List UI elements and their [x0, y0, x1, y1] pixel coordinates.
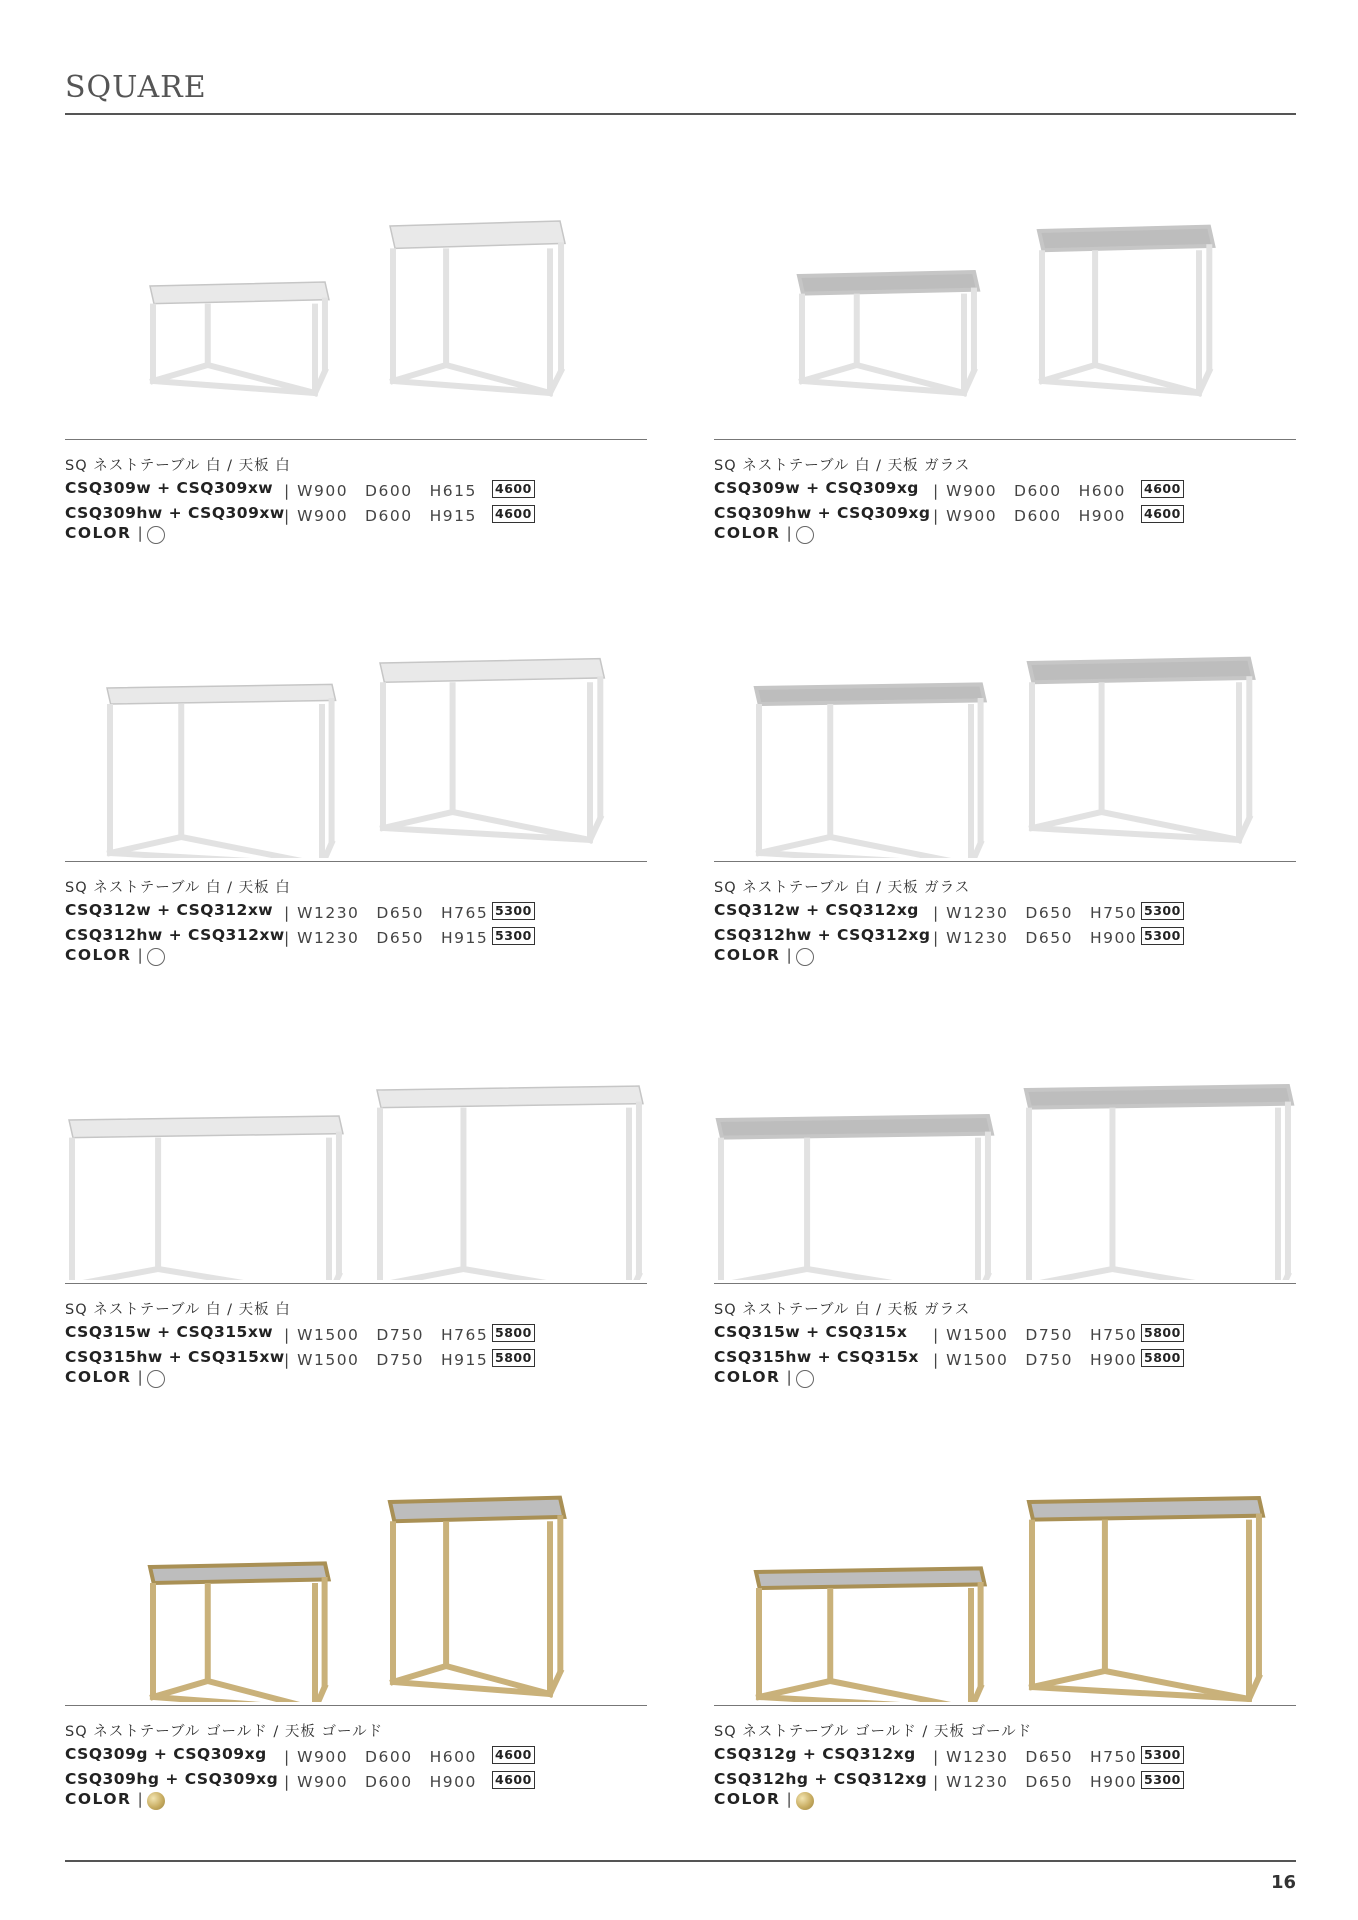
model-number: CSQ309hw + CSQ309xw: [65, 504, 285, 522]
color-separator: |: [137, 1790, 145, 1808]
table-top: [756, 684, 985, 704]
product-photo: [714, 1382, 1296, 1702]
model-number: CSQ312w + CSQ312xg: [714, 901, 919, 919]
price-badge: 4600: [1141, 480, 1184, 498]
table-small-illustration: [150, 282, 329, 393]
product-caption: SQ ネストテーブル ゴールド / 天板 ゴールド: [714, 1724, 1033, 1740]
table-small-illustration: [69, 1116, 343, 1280]
table-small-illustration: [150, 1563, 329, 1702]
table-top: [799, 272, 978, 294]
model-number: CSQ309hg + CSQ309xg: [65, 1770, 279, 1788]
table-base-bar: [153, 1681, 208, 1697]
product-card: [714, 116, 1296, 542]
price-badge: 5800: [492, 1324, 535, 1342]
color-separator: |: [137, 946, 145, 964]
color-label: COLOR: [714, 1790, 781, 1808]
product-photo: [65, 538, 647, 858]
table-base-bar: [1032, 1671, 1105, 1687]
card-divider: [65, 439, 647, 440]
table-base-bar: [463, 1269, 629, 1280]
dimensions: | W1230 D650 H765: [284, 904, 489, 922]
table-base-bar: [181, 837, 322, 858]
price-badge: 5300: [492, 902, 535, 920]
table-base-bar: [1042, 365, 1095, 381]
price-badge: 5300: [1141, 1771, 1184, 1789]
table-base-bar: [759, 1681, 830, 1697]
table-tall-illustration: [377, 1086, 643, 1280]
dimensions: | W900 D600 H600: [933, 482, 1126, 500]
price-badge: 5300: [492, 927, 535, 945]
table-tall-illustration: [1029, 1498, 1263, 1699]
table-top: [1029, 659, 1253, 683]
product-photo: [714, 116, 1296, 436]
table-base-bar: [153, 365, 208, 381]
price-badge: 4600: [1141, 505, 1184, 523]
table-base-bar: [393, 1666, 446, 1682]
table-base-bar: [72, 1269, 158, 1280]
table-top: [377, 1086, 643, 1108]
color-row: [65, 1790, 148, 1808]
table-top: [380, 659, 604, 683]
table-base-bar: [759, 837, 830, 853]
dimensions: | W900 D600 H615: [284, 482, 477, 500]
card-divider: [65, 1705, 647, 1706]
table-base-bar: [383, 812, 453, 828]
product-card: [65, 960, 647, 1386]
product-card: [714, 1382, 1296, 1808]
dimensions: | W900 D600 H600: [284, 1748, 477, 1766]
card-divider: [714, 861, 1296, 862]
dimensions: | W1500 D750 H765: [284, 1326, 489, 1344]
table-base-bar: [830, 1681, 971, 1702]
table-top: [756, 1568, 985, 1588]
card-divider: [714, 439, 1296, 440]
table-top: [390, 221, 565, 248]
product-caption: SQ ネストテーブル 白 / 天板 白: [65, 458, 291, 474]
page-title: SQUARE: [65, 70, 207, 105]
color-label: COLOR: [714, 946, 781, 964]
product-caption: SQ ネストテーブル 白 / 天板 ガラス: [714, 458, 971, 474]
table-base-bar: [807, 1269, 978, 1280]
page-number: 16: [1270, 1872, 1296, 1893]
price-badge: 4600: [492, 480, 535, 498]
table-top: [1029, 1498, 1263, 1520]
product-card: [714, 960, 1296, 1386]
dimensions: | W1500 D750 H900: [933, 1351, 1138, 1369]
model-number: CSQ312w + CSQ312xw: [65, 901, 274, 919]
dimensions: | W900 D600 H900: [284, 1773, 477, 1791]
price-badge: 5300: [1141, 902, 1184, 920]
dimensions: | W900 D600 H915: [284, 507, 477, 525]
table-base-bar: [802, 365, 857, 381]
product-photo: [65, 1382, 647, 1702]
dimensions: | W1500 D750 H750: [933, 1326, 1138, 1344]
table-base-bar: [830, 837, 971, 858]
table-top: [150, 282, 329, 304]
table-top: [69, 1116, 343, 1138]
table-top: [150, 1563, 329, 1583]
table-base-bar: [1032, 812, 1102, 828]
color-label: COLOR: [714, 524, 781, 542]
product-caption: SQ ネストテーブル 白 / 天板 ガラス: [714, 880, 971, 896]
table-small-illustration: [718, 1116, 992, 1280]
product-card: [65, 116, 647, 542]
table-base-bar: [208, 1681, 315, 1702]
table-top: [1039, 227, 1213, 251]
dimensions: | W1230 D650 H750: [933, 1748, 1138, 1766]
card-divider: [714, 1283, 1296, 1284]
table-base-bar: [721, 1269, 807, 1280]
color-label: COLOR: [65, 1790, 132, 1808]
table-base-bar: [158, 1269, 329, 1280]
product-photo: [714, 960, 1296, 1280]
model-number: CSQ315w + CSQ315xw: [65, 1323, 274, 1341]
table-top: [718, 1116, 992, 1138]
model-number: CSQ315w + CSQ315x: [714, 1323, 908, 1341]
price-badge: 5300: [1141, 927, 1184, 945]
table-base-bar: [393, 365, 446, 381]
color-separator: |: [786, 1790, 794, 1808]
product-photo: [65, 116, 647, 436]
model-number: CSQ309g + CSQ309xg: [65, 1745, 267, 1763]
color-label: COLOR: [65, 524, 132, 542]
color-separator: |: [786, 1368, 794, 1386]
color-separator: |: [137, 524, 145, 542]
color-separator: |: [137, 1368, 145, 1386]
product-caption: SQ ネストテーブル 白 / 天板 白: [65, 1302, 291, 1318]
model-number: CSQ312g + CSQ312xg: [714, 1745, 916, 1763]
color-label: COLOR: [65, 1368, 132, 1386]
gold-swatch-icon: [147, 1792, 165, 1810]
card-divider: [65, 1283, 647, 1284]
color-row: [714, 1790, 797, 1808]
card-divider: [65, 861, 647, 862]
price-badge: 5800: [1141, 1349, 1184, 1367]
table-tall-illustration: [1029, 659, 1253, 840]
table-tall-illustration: [1026, 1086, 1292, 1280]
product-caption: SQ ネストテーブル 白 / 天板 白: [65, 880, 291, 896]
product-card: [714, 538, 1296, 964]
model-number: CSQ309w + CSQ309xw: [65, 479, 274, 497]
model-number: CSQ309hw + CSQ309xg: [714, 504, 931, 522]
table-top: [107, 684, 336, 704]
table-base-bar: [1112, 1269, 1278, 1280]
dimensions: | W1500 D750 H915: [284, 1351, 489, 1369]
table-top: [390, 1498, 564, 1522]
dimensions: | W1230 D650 H900: [933, 1773, 1138, 1791]
price-badge: 4600: [492, 1746, 535, 1764]
table-tall-illustration: [390, 1498, 564, 1694]
price-badge: 4600: [492, 1771, 535, 1789]
price-badge: 5800: [492, 1349, 535, 1367]
color-label: COLOR: [714, 1368, 781, 1386]
table-small-illustration: [107, 684, 336, 858]
product-photo: [65, 960, 647, 1280]
model-number: CSQ312hw + CSQ312xg: [714, 926, 931, 944]
table-base-bar: [110, 837, 181, 853]
footer-divider: [65, 1860, 1296, 1862]
product-card: [65, 1382, 647, 1808]
price-badge: 5800: [1141, 1324, 1184, 1342]
product-card: [65, 538, 647, 964]
product-caption: SQ ネストテーブル 白 / 天板 ガラス: [714, 1302, 971, 1318]
table-tall-illustration: [380, 659, 604, 840]
color-separator: |: [786, 946, 794, 964]
table-base-bar: [1029, 1269, 1112, 1280]
table-top: [1026, 1086, 1292, 1108]
table-tall-illustration: [1039, 227, 1213, 393]
table-small-illustration: [799, 272, 978, 393]
title-divider: [65, 113, 1296, 115]
price-badge: 5300: [1141, 1746, 1184, 1764]
model-number: CSQ312hw + CSQ312xw: [65, 926, 285, 944]
table-tall-illustration: [390, 221, 565, 393]
product-photo: [714, 538, 1296, 858]
card-divider: [714, 1705, 1296, 1706]
color-separator: |: [786, 524, 794, 542]
table-base-bar: [380, 1269, 463, 1280]
dimensions: | W1230 D650 H900: [933, 929, 1138, 947]
table-small-illustration: [756, 684, 985, 858]
model-number: CSQ312hg + CSQ312xg: [714, 1770, 928, 1788]
table-small-illustration: [756, 1568, 985, 1702]
dimensions: | W900 D600 H900: [933, 507, 1126, 525]
color-label: COLOR: [65, 946, 132, 964]
model-number: CSQ315hw + CSQ315x: [714, 1348, 919, 1366]
price-badge: 4600: [492, 505, 535, 523]
dimensions: | W1230 D650 H915: [284, 929, 489, 947]
dimensions: | W1230 D650 H750: [933, 904, 1138, 922]
model-number: CSQ309w + CSQ309xg: [714, 479, 919, 497]
product-caption: SQ ネストテーブル ゴールド / 天板 ゴールド: [65, 1724, 384, 1740]
model-number: CSQ315hw + CSQ315xw: [65, 1348, 285, 1366]
gold-swatch-icon: [796, 1792, 814, 1810]
